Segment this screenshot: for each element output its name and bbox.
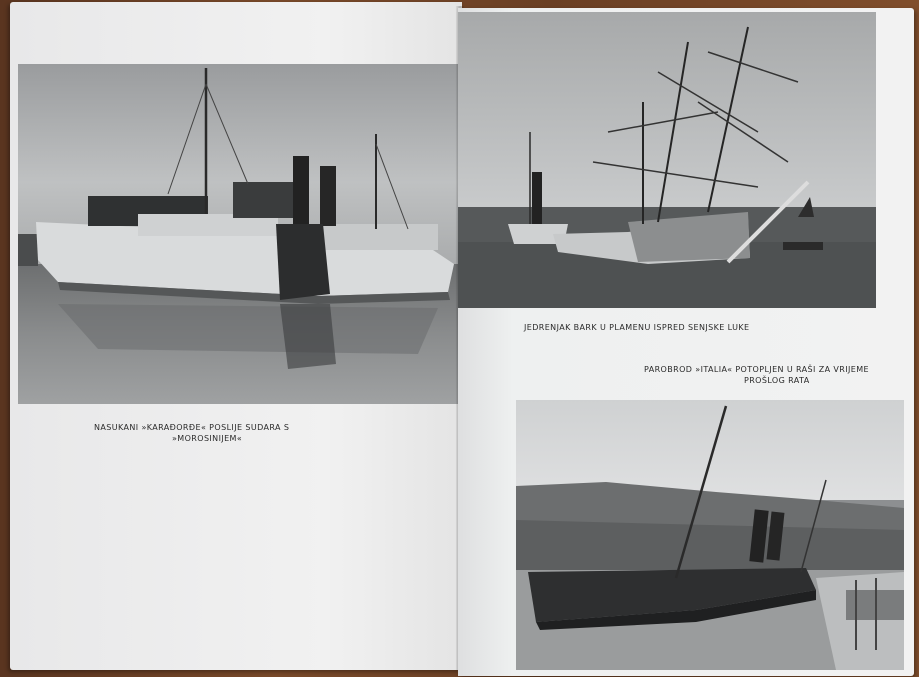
caption-burning-barque: JEDRENJAK BARK U PLAMENU ISPRED SENJSKE LUKE <box>524 323 750 332</box>
open-booklet <box>4 2 916 674</box>
right-page <box>458 8 914 676</box>
caption-italia-line-2: PROŠLOG RATA <box>744 376 810 385</box>
left-page <box>10 2 462 670</box>
caption-karadorde-line-2: »MOROSINIJEM« <box>172 434 243 443</box>
caption-karadorde-line-1: NASUKANI »KARAĐORĐE« POSLIJE SUDARA S <box>94 423 290 432</box>
caption-italia <box>644 364 869 386</box>
photo-italia <box>516 400 904 670</box>
photo-karadorde <box>18 64 458 404</box>
caption-italia-line-1: PAROBROD »ITALIA« POTOPLJEN U RAŠI ZA VRIJEME <box>644 365 869 374</box>
caption-karadorde <box>94 422 289 444</box>
photo-burning-barque <box>458 12 876 308</box>
